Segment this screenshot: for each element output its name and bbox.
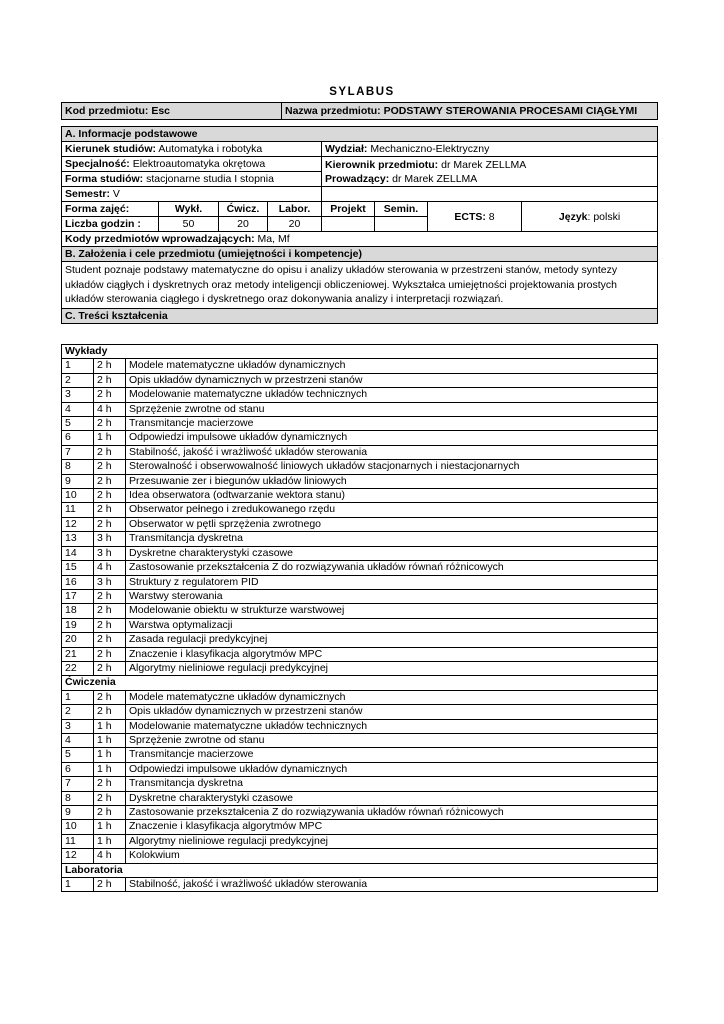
row-hours: 2 h	[94, 445, 126, 459]
laboratoria-row	[62, 878, 658, 892]
row-topic: Znaczenie i klasyfikacja algorytmów MPC	[126, 820, 658, 834]
row-topic: Transmitancja dyskretna	[126, 777, 658, 791]
field-wydzial: Wydział: Mechaniczno-Elektryczny	[322, 142, 658, 157]
wyklady-row	[62, 373, 658, 387]
row-hours: 2 h	[94, 517, 126, 531]
row-number: 22	[62, 661, 94, 675]
basic-info-table: A. Informacje podstawowe Kierunek studiów: Automatyka i robotyka Wydział: Mechaniczno-Elektryczny Specjalność: Elektroautomatyka okrętowa Kierownik przedmiotu: dr Marek ZELLMA Prowadzący: dr Marek ZELLMA Forma studiów: stacjonarne studia I stopnia Semestr: V Forma zajęć: Wykł. Ćwicz. Labor. Projekt Semin. ECTS: 8 Język: polski Liczba godzin : 50 20 20 Kody przedmiotów wprowadzających: Ma, Mf B. Założenia i cele przedmiotu (umiejętności i kompetencje) Student poznaje podstawy matematyczne do opisu i analizy układów sterowania w przestrzeni stanów, metody syntezy układów ciągłych i dyskretnych oraz metody inteligencji obliczeniowej. Wykształca umiejętności projektowania prostych układów sterowania ciągłego i dyskretnego oraz dokonywania analizy i interpretacji rozwiązań. C. Treści kształcenia	[61, 126, 658, 324]
row-hours: 2 h	[94, 460, 126, 474]
row-topic: Warstwy sterowania	[126, 589, 658, 603]
row-hours: 2 h	[94, 589, 126, 603]
row-hours: 2 h	[94, 373, 126, 387]
row-topic: Zastosowanie przekształcenia Z do rozwiązywania układów równań różnicowych	[126, 561, 658, 575]
wyklady-row	[62, 460, 658, 474]
wyklady-row	[62, 417, 658, 431]
row-hours: 2 h	[94, 777, 126, 791]
section-b-title: B. Założenia i cele przedmiotu (umiejętności i kompetencje)	[62, 247, 658, 262]
row-topic: Zasada regulacji predykcyjnej	[126, 633, 658, 647]
row-hours: 2 h	[94, 647, 126, 661]
cwiczenia-row	[62, 849, 658, 863]
cwiczenia-row	[62, 733, 658, 747]
row-topic: Przesuwanie zer i biegunów układów liniowych	[126, 474, 658, 488]
row-number: 12	[62, 517, 94, 531]
row-topic: Kolokwium	[126, 849, 658, 863]
row-topic: Opis układów dynamicznych w przestrzeni stanów	[126, 705, 658, 719]
row-hours: 2 h	[94, 690, 126, 704]
field-semestr: Semestr: V	[62, 187, 322, 202]
cwiczenia-row	[62, 748, 658, 762]
goals-text: Student poznaje podstawy matematyczne do opisu i analizy układów sterowania w przestrzeni stanów, metody syntezy układów ciągłych i dyskretnych oraz metody inteligencji obliczeniowej. Wykształca umiejętności projektowania prostych układów sterowania ciągłego i dyskretnego oraz dokonywania analizy i interpretacji rozwiązań.	[62, 262, 658, 309]
row-hours: 2 h	[94, 618, 126, 632]
row-topic: Dyskretne charakterystyki czasowe	[126, 791, 658, 805]
row-number: 12	[62, 849, 94, 863]
header-table	[61, 102, 658, 120]
row-hours: 2 h	[94, 359, 126, 373]
row-topic: Transmitancja dyskretna	[126, 532, 658, 546]
row-topic: Transmitancje macierzowe	[126, 748, 658, 762]
wyklady-row	[62, 589, 658, 603]
cwiczenia-row	[62, 806, 658, 820]
row-hours: 2 h	[94, 474, 126, 488]
row-topic: Znaczenie i klasyfikacja algorytmów MPC	[126, 647, 658, 661]
row-topic: Algorytmy nieliniowe regulacji predykcyjnej	[126, 661, 658, 675]
row-hours: 1 h	[94, 762, 126, 776]
row-number: 15	[62, 561, 94, 575]
row-number: 21	[62, 647, 94, 661]
field-kody: Kody przedmiotów wprowadzających: Ma, Mf	[62, 232, 658, 247]
row-topic: Zastosowanie przekształcenia Z do rozwiązywania układów równań różnicowych	[126, 806, 658, 820]
row-number: 3	[62, 719, 94, 733]
row-topic: Odpowiedzi impulsowe układów dynamicznych	[126, 431, 658, 445]
course-name: Nazwa przedmiotu: PODSTAWY STEROWANIA PROCESAMI CIĄGŁYMI	[282, 103, 658, 120]
row-number: 4	[62, 402, 94, 416]
row-topic: Modelowanie matematyczne układów technicznych	[126, 388, 658, 402]
cwiczenia-row	[62, 820, 658, 834]
row-hours: 2 h	[94, 633, 126, 647]
row-topic: Struktury z regulatorem PID	[126, 575, 658, 589]
wyklady-row	[62, 402, 658, 416]
wyklady-row	[62, 647, 658, 661]
field-specjalnosc: Specjalność: Elektroautomatyka okrętowa	[62, 157, 322, 172]
row-hours: 1 h	[94, 719, 126, 733]
field-ects: ECTS: 8	[428, 202, 522, 232]
row-number: 2	[62, 705, 94, 719]
cwiczenia-row	[62, 777, 658, 791]
row-topic: Sprzężenie zwrotne od stanu	[126, 733, 658, 747]
content-table	[61, 344, 658, 892]
row-hours: 2 h	[94, 661, 126, 675]
row-number: 3	[62, 388, 94, 402]
row-hours: 2 h	[94, 388, 126, 402]
row-hours: 1 h	[94, 820, 126, 834]
cwiczenia-row	[62, 834, 658, 848]
row-hours: 4 h	[94, 849, 126, 863]
row-topic: Odpowiedzi impulsowe układów dynamicznych	[126, 762, 658, 776]
row-number: 16	[62, 575, 94, 589]
row-number: 6	[62, 431, 94, 445]
wyklady-row	[62, 474, 658, 488]
row-number: 17	[62, 589, 94, 603]
row-hours: 1 h	[94, 834, 126, 848]
section-a-title: A. Informacje podstawowe	[62, 127, 658, 142]
row-number: 2	[62, 373, 94, 387]
row-topic: Stabilność, jakość i wrażliwość układów sterowania	[126, 445, 658, 459]
row-hours: 2 h	[94, 604, 126, 618]
row-number: 19	[62, 618, 94, 632]
row-topic: Modele matematyczne układów dynamicznych	[126, 690, 658, 704]
row-number: 5	[62, 417, 94, 431]
cwiczenia-row	[62, 690, 658, 704]
cwiczenia-row	[62, 762, 658, 776]
wyklady-row	[62, 661, 658, 675]
row-topic: Idea obserwatora (odtwarzanie wektora stanu)	[126, 489, 658, 503]
row-hours: 3 h	[94, 532, 126, 546]
wyklady-row	[62, 633, 658, 647]
row-number: 20	[62, 633, 94, 647]
row-number: 18	[62, 604, 94, 618]
row-hours: 2 h	[94, 417, 126, 431]
cwiczenia-row	[62, 705, 658, 719]
course-code: Kod przedmiotu: Esc	[62, 103, 282, 120]
row-hours: 2 h	[94, 705, 126, 719]
wyklady-row	[62, 517, 658, 531]
row-hours: 1 h	[94, 748, 126, 762]
wyklady-row	[62, 532, 658, 546]
wyklady-row	[62, 489, 658, 503]
wyklady-row	[62, 604, 658, 618]
row-topic: Sterowalność i obserwowalność liniowych układów stacjonarnych i niestacjonarnych	[126, 460, 658, 474]
row-number: 8	[62, 460, 94, 474]
label-forma-zajec: Forma zajęć:	[62, 202, 159, 217]
row-topic: Modelowanie obiektu w strukturze warstwowej	[126, 604, 658, 618]
row-number: 11	[62, 503, 94, 517]
row-hours: 1 h	[94, 733, 126, 747]
row-hours: 3 h	[94, 546, 126, 560]
row-number: 7	[62, 445, 94, 459]
row-topic: Stabilność, jakość i wrażliwość układów sterowania	[126, 878, 658, 892]
field-kierunek: Kierunek studiów: Automatyka i robotyka	[62, 142, 322, 157]
row-number: 5	[62, 748, 94, 762]
wyklady-row	[62, 359, 658, 373]
row-number: 9	[62, 474, 94, 488]
wyklady-row	[62, 546, 658, 560]
label-liczba-godzin: Liczba godzin :	[62, 217, 159, 232]
row-hours: 4 h	[94, 402, 126, 416]
row-topic: Dyskretne charakterystyki czasowe	[126, 546, 658, 560]
wyklady-row	[62, 388, 658, 402]
wyklady-title: Wykłady	[62, 345, 658, 359]
row-topic: Modele matematyczne układów dynamicznych	[126, 359, 658, 373]
row-number: 4	[62, 733, 94, 747]
wyklady-row	[62, 618, 658, 632]
row-hours: 2 h	[94, 791, 126, 805]
section-c-title: C. Treści kształcenia	[62, 308, 658, 323]
row-number: 11	[62, 834, 94, 848]
row-hours: 3 h	[94, 575, 126, 589]
row-number: 14	[62, 546, 94, 560]
field-kierownik-prowadzacy: Kierownik przedmiotu: dr Marek ZELLMA Prowadzący: dr Marek ZELLMA	[322, 157, 658, 187]
wyklady-row	[62, 503, 658, 517]
cwiczenia-row	[62, 791, 658, 805]
field-forma-studiow: Forma studiów: stacjonarne studia I stopnia	[62, 172, 322, 187]
row-hours: 2 h	[94, 489, 126, 503]
row-number: 7	[62, 777, 94, 791]
row-number: 10	[62, 489, 94, 503]
row-number: 1	[62, 690, 94, 704]
row-topic: Obserwator w pętli sprzężenia zwrotnego	[126, 517, 658, 531]
row-hours: 2 h	[94, 878, 126, 892]
row-topic: Opis układów dynamicznych w przestrzeni stanów	[126, 373, 658, 387]
laboratoria-title: Laboratoria	[62, 863, 658, 877]
row-topic: Warstwa optymalizacji	[126, 618, 658, 632]
cwiczenia-row	[62, 719, 658, 733]
wyklady-row	[62, 575, 658, 589]
wyklady-row	[62, 561, 658, 575]
row-topic: Obserwator pełnego i zredukowanego rzędu	[126, 503, 658, 517]
row-hours: 2 h	[94, 806, 126, 820]
row-hours: 4 h	[94, 561, 126, 575]
page-title: SYLABUS	[329, 86, 395, 98]
row-topic: Modelowanie matematyczne układów technicznych	[126, 719, 658, 733]
field-jezyk: Język: polski	[522, 202, 658, 232]
row-number: 1	[62, 359, 94, 373]
row-number: 13	[62, 532, 94, 546]
cwiczenia-title: Ćwiczenia	[62, 676, 658, 690]
row-topic: Sprzężenie zwrotne od stanu	[126, 402, 658, 416]
wyklady-row	[62, 445, 658, 459]
row-topic: Transmitancje macierzowe	[126, 417, 658, 431]
row-hours: 1 h	[94, 431, 126, 445]
row-topic: Algorytmy nieliniowe regulacji predykcyjnej	[126, 834, 658, 848]
row-number: 10	[62, 820, 94, 834]
row-number: 1	[62, 878, 94, 892]
row-number: 6	[62, 762, 94, 776]
row-hours: 2 h	[94, 503, 126, 517]
row-number: 9	[62, 806, 94, 820]
wyklady-row	[62, 431, 658, 445]
row-number: 8	[62, 791, 94, 805]
